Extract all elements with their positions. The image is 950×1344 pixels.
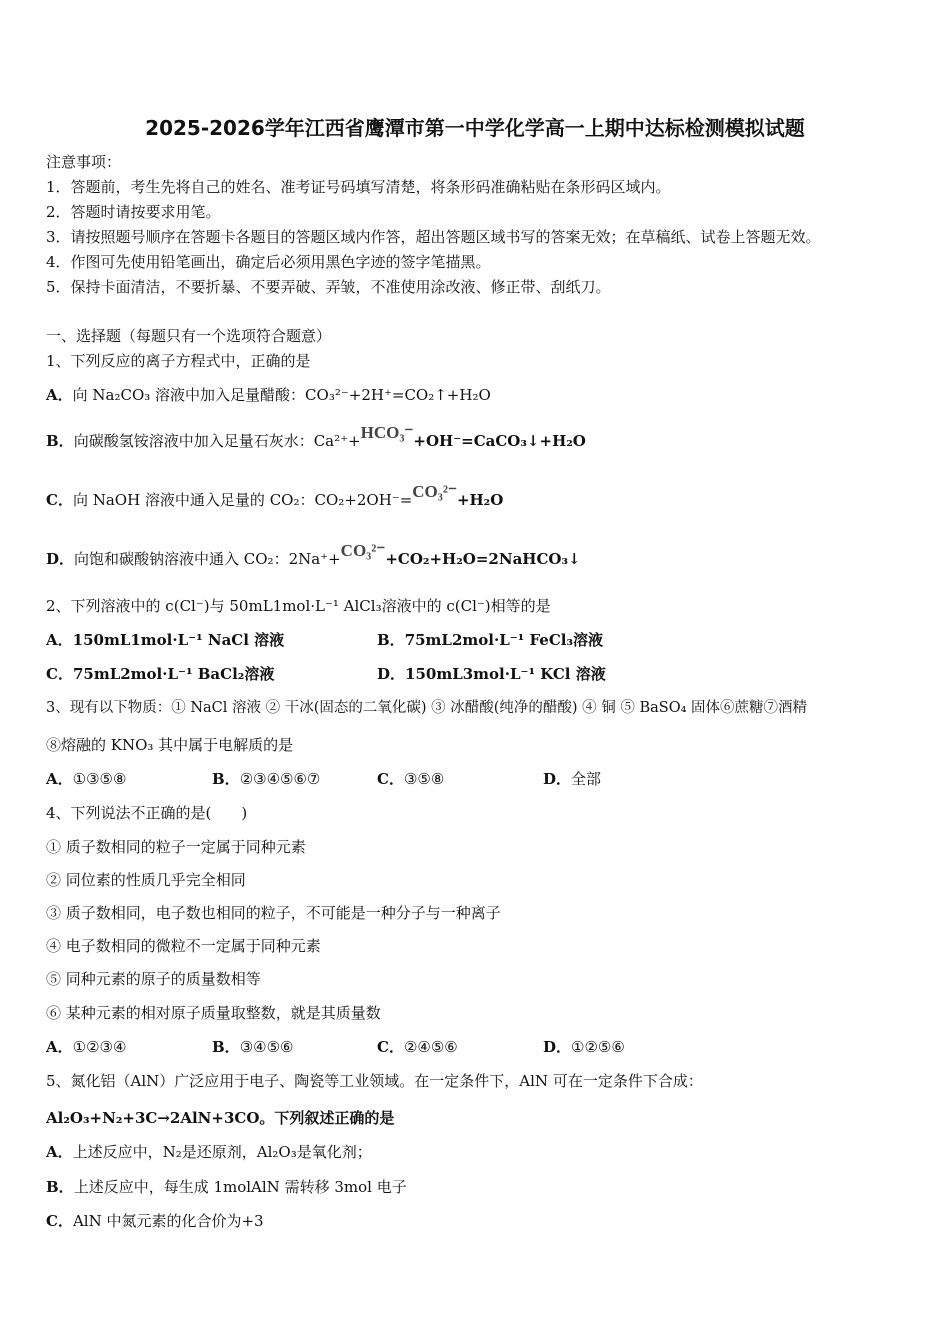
option-label: A． — [46, 386, 73, 404]
question-5-stem: 5、氮化铝（AlN）广泛应用于电子、陶瓷等工业领域。在一定条件下，AlN 可在一定条件下合成： — [46, 1072, 703, 1090]
option-text: 75mL2mol·L⁻¹ FeCl₃溶液 — [404, 631, 604, 649]
q4-option-c — [377, 1037, 458, 1057]
question-3-stem-cont: ⑧熔融的 KNO₃ 其中属于电解质的是 — [46, 736, 294, 754]
q2-option-a — [46, 630, 284, 650]
option-text: 150mL3mol·L⁻¹ KCl 溶液 — [405, 665, 606, 683]
option-label: D． — [543, 1038, 572, 1056]
q4-option-d — [543, 1037, 625, 1057]
option-text: AlN 中氮元素的化合价为+3 — [72, 1212, 264, 1230]
option-label: C． — [46, 491, 73, 509]
q1-option-a — [46, 385, 491, 405]
option-text: 向 Na₂CO₃ 溶液中加入足量醋酸：CO₃²⁻+2H⁺=CO₂↑+H₂O — [72, 386, 491, 404]
q1-option-b — [46, 423, 586, 451]
option-label: D． — [46, 550, 75, 568]
question-1-stem: 1、下列反应的离子方程式中，正确的是 — [46, 352, 311, 370]
option-text-pre: 向碳酸氢铵溶液中加入足量石灰水：Ca²⁺+ — [73, 432, 361, 450]
ion-formula: CO₃²⁻ — [340, 541, 386, 560]
option-text: ①②③④ — [72, 1038, 127, 1056]
q4-statement: ⑥ 某种元素的相对原子质量取整数，就是其质量数 — [46, 1004, 381, 1022]
q1-option-d — [46, 541, 581, 569]
q2-option-b — [377, 630, 603, 650]
option-label: C． — [46, 1212, 73, 1230]
q5-option-c — [46, 1211, 264, 1231]
q3-option-b — [212, 769, 320, 789]
option-label: B． — [212, 770, 240, 788]
option-text-pre: 向 NaOH 溶液中通入足量的 CO₂：CO₂+2OH⁻= — [72, 491, 413, 509]
option-label: B． — [46, 1178, 74, 1196]
option-label: B． — [212, 1038, 240, 1056]
question-4-stem: 4、下列说法不正确的是( ) — [46, 804, 248, 822]
q4-statement: ④ 电子数相同的微粒不一定属于同种元素 — [46, 937, 321, 955]
notice-heading: 注意事项： — [46, 153, 122, 171]
option-text: ③⑤⑧ — [403, 770, 445, 788]
option-label: C． — [377, 1038, 404, 1056]
option-text-post: +OH⁻=CaCO₃↓+H₂O — [413, 432, 586, 450]
notice-item: 4．作图可先使用铅笔画出，确定后必须用黑色字迹的签字笔描黑。 — [46, 253, 491, 271]
option-text: ①②⑤⑥ — [571, 1038, 625, 1056]
q5-option-b — [46, 1177, 407, 1197]
q3-option-c — [377, 769, 444, 789]
question-3-stem: 3、现有以下物质：① NaCl 溶液 ② 干冰(固态的二氧化碳) ③ 冰醋酸(纯净的醋酸) ④ 铜 ⑤ BaSO₄ 固体⑥蔗糖⑦酒精 — [46, 700, 808, 716]
notice-item: 3．请按照题号顺序在答题卡各题目的答题区域内作答，超出答题区域书写的答案无效；在草稿纸、试卷上答题无效。 — [46, 228, 821, 246]
section-heading: 一、选择题（每题只有一个选项符合题意） — [46, 327, 332, 345]
option-text: ③④⑤⑥ — [239, 1038, 294, 1056]
notice-item: 1．答题前，考生先将自己的姓名、准考证号码填写清楚，将条形码准确粘贴在条形码区域内。 — [46, 178, 671, 196]
option-label: B． — [46, 432, 74, 450]
option-text: 上述反应中，每生成 1molAlN 需转移 3mol 电子 — [73, 1178, 407, 1196]
option-label: C． — [46, 665, 73, 683]
q3-option-d — [543, 769, 601, 789]
option-label: C． — [377, 770, 404, 788]
option-text: ②③④⑤⑥⑦ — [239, 770, 321, 788]
q3-option-a — [46, 769, 126, 789]
q5-option-a — [46, 1142, 372, 1162]
ion-formula: HCO₃⁻ — [360, 423, 414, 442]
option-text: 全部 — [571, 770, 602, 788]
option-text: 150mL1mol·L⁻¹ NaCl 溶液 — [72, 631, 285, 649]
option-label: A． — [46, 631, 73, 649]
option-text: 上述反应中，N₂是还原剂，Al₂O₃是氧化剂； — [72, 1143, 372, 1161]
q2-option-d — [377, 664, 606, 684]
option-text-pre: 向饱和碳酸钠溶液中通入 CO₂：2Na⁺+ — [74, 550, 341, 568]
option-label: A． — [46, 1143, 73, 1161]
q4-statement: ② 同位素的性质几乎完全相同 — [46, 871, 246, 889]
question-2-stem: 2、下列溶液中的 c(Cl⁻)与 50mL1mol·L⁻¹ AlCl₃溶液中的 c(Cl⁻)相等的是 — [46, 597, 551, 615]
option-label: A． — [46, 770, 73, 788]
q1-option-c — [46, 482, 504, 510]
q4-option-a — [46, 1037, 126, 1057]
q4-statement: ① 质子数相同的粒子一定属于同种元素 — [46, 838, 306, 856]
q4-option-b — [212, 1037, 293, 1057]
q4-statement: ③ 质子数相同，电子数也相同的粒子，不可能是一种分子与一种离子 — [46, 904, 501, 922]
option-label: D． — [377, 665, 406, 683]
notice-item: 5．保持卡面清洁，不要折暴、不要弄破、弄皱，不准使用涂改液、修正带、刮纸刀。 — [46, 278, 611, 296]
option-label: A． — [46, 1038, 73, 1056]
q2-option-c — [46, 664, 274, 684]
ion-formula: CO₃²⁻ — [412, 482, 457, 501]
option-text: ②④⑤⑥ — [403, 1038, 458, 1056]
option-label: B． — [377, 631, 405, 649]
q4-statement: ⑤ 同种元素的原子的质量数相等 — [46, 970, 261, 988]
question-5-stem-cont: Al₂O₃+N₂+3C→2AlN+3CO。下列叙述正确的是 — [46, 1109, 395, 1127]
option-text-post: +CO₂+H₂O=2NaHCO₃↓ — [385, 550, 581, 568]
notice-item: 2．答题时请按要求用笔。 — [46, 203, 221, 221]
option-text: 75mL2mol·L⁻¹ BaCl₂溶液 — [72, 665, 275, 683]
option-text-post: +H₂O — [456, 491, 504, 509]
option-text: ①③⑤⑧ — [72, 770, 127, 788]
page-title: 2025-2026学年江西省鹰潭市第一中学化学高一上期中达标检测模拟试题 — [145, 116, 805, 140]
option-label: D． — [543, 770, 572, 788]
